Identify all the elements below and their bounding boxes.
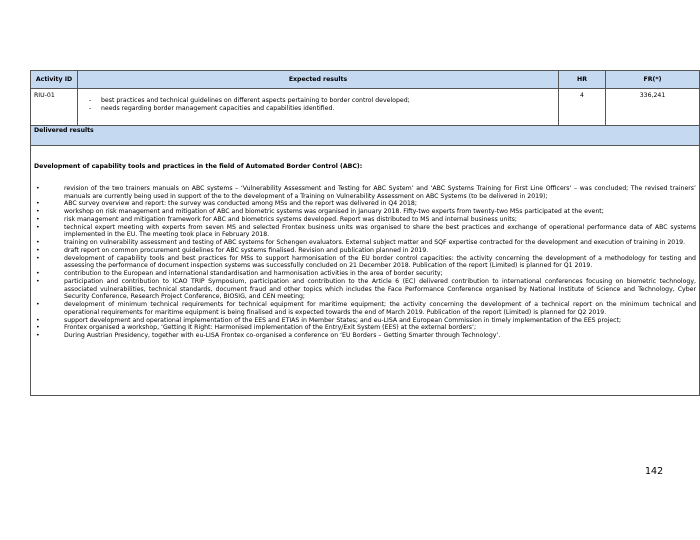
page-number: 142 bbox=[645, 466, 664, 477]
list-item: • draft report on common procurement guidelines for ABC systems finalised. Revision and publication planned in 2019. bbox=[64, 247, 696, 255]
fr-cell: 336,241 bbox=[606, 89, 700, 126]
list-item: • support development and operational implementation of the EES and ETIAS in Member States; and eu-LISA and European Commission in timely implementation of the EES project; bbox=[64, 317, 696, 325]
activity-id-cell: RIU-01 bbox=[31, 89, 78, 126]
delivered-results-header-row bbox=[31, 126, 700, 146]
list-item: • contribution to the European and international standardisation and harmonisation activities in the area of border security; bbox=[64, 270, 696, 278]
list-item: • training on vulnerability assessment and testing of ABC systems for Schengen evaluators. External subject matter and SQF expertise contracted for the development and execution of training in 2019. bbox=[64, 239, 696, 247]
list-item: • Frontex organised a workshop, ‘Getting It Right: Harmonised implementation of the Entry/Exit System (EES) at the external borders’; bbox=[64, 324, 696, 332]
list-item: • During Austrian Presidency, together with eu-LISA Frontex co-organised a conference on ‘EU Borders – Getting Smarter through Technology’. bbox=[64, 332, 696, 340]
table-header-row bbox=[31, 71, 700, 89]
table-row bbox=[31, 89, 700, 126]
list-item: • revision of the two trainers manuals on ABC systems – ‘Vulnerability Assessment and Testing for ABC System’ and ‘ABC Systems Training for First Line Officers’ – was concluded; The revised trainers’ manuals are currently being used in support of the to the development of a Training on Vulnerability Assessment on ABC Systems (to be delivered in 2019); bbox=[64, 185, 696, 201]
list-item: • development of capability tools and best practices for MSs to support harmonisation of the EU border control capacities: the activity concerning the development of a methodology for testing and assessing the performance of document inspection systems was successfully concluded on 21 December 2018. Publication of the report (Limited) is planned for Q1 2019. bbox=[64, 255, 696, 271]
list-item: • technical expert meeting with experts from seven MS and selected Frontex business units was organised to share the best practices and exchange of operational performance data of ABC systems implemented in the EU. The meeting took place in February 2018. bbox=[64, 224, 696, 240]
expected-results-list bbox=[81, 97, 555, 113]
delivered-results-cell bbox=[31, 146, 700, 396]
delivered-results-list bbox=[34, 185, 696, 340]
expected-result-item: - needs regarding border management capacities and capabilities identified. bbox=[101, 105, 555, 113]
header-fr: FR(*) bbox=[606, 71, 700, 89]
hr-cell: 4 bbox=[559, 89, 606, 126]
list-item: • workshop on risk management and mitigation of ABC and biometric systems was organised in January 2018. Fifty-two experts from twenty-two MSs participated at the event; bbox=[64, 208, 696, 216]
delivered-results-row bbox=[31, 146, 700, 396]
delivered-results-label: Delivered results bbox=[31, 126, 700, 146]
list-item: • participation and contribution to ICAO TRIP Symposium, participation and contribution to the Article 6 (EC) delivered contribution to international conferences focusing on biometric technology, associated vulnerabilities, technical standards, document fraud and other topics which includes the Face Performance Conference organised by National Institute of Science and Technology, Cyber Security Conference, Research Project Conference, BIOSIG, and CEN meeting; bbox=[64, 278, 696, 301]
activity-table bbox=[30, 70, 700, 396]
expected-results-cell bbox=[78, 89, 559, 126]
header-expected-results: Expected results bbox=[78, 71, 559, 89]
list-item: • risk management and mitigation framework for ABC and biometrics systems developed. Report was distributed to MS and internal business units; bbox=[64, 216, 696, 224]
list-item: • ABC survey overview and report: the survey was conducted among MSs and the report was delivered in Q4 2018; bbox=[64, 200, 696, 208]
expected-result-item: - best practices and technical guidelines on different aspects pertaining to border control developed; bbox=[101, 97, 555, 105]
list-item: • development of minimum technical requirements for technical equipment for maritime equipment; the activity concerning the development of a technical report on the minimum technical and operational requirements for maritime equipment is being finalised and is expected towards the end of March 2019. Publication of the report (Limited) is planned for Q2 2019. bbox=[64, 301, 696, 317]
header-hr: HR bbox=[559, 71, 606, 89]
header-activity-id: Activity ID bbox=[31, 71, 78, 89]
section-title: Development of capability tools and practices in the field of Automated Border Control (ABC): bbox=[34, 163, 363, 170]
